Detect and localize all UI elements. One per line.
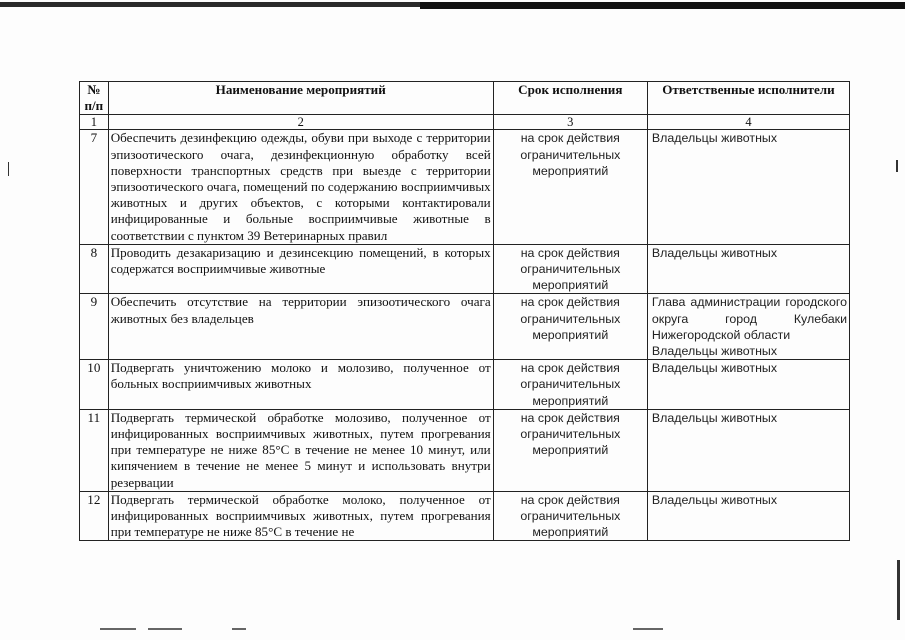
row-number: 11 [80, 409, 109, 491]
row-responsible: Владельцы животных [647, 360, 849, 410]
row-number: 10 [80, 360, 109, 410]
measures-table [79, 81, 850, 541]
row-responsible: Владельцы животных [647, 491, 849, 541]
row-term: на срок действия ограничительных мероприятий [493, 409, 647, 491]
header-responsible: Ответственные исполнители [647, 82, 849, 115]
scan-mark [8, 162, 9, 176]
table-header-row [80, 82, 850, 115]
table-row [80, 409, 850, 491]
row-measure: Подвергать уничтожению молоко и молозиво, полученное от больных восприимчивых животных [108, 360, 493, 410]
row-responsible: Владельцы животных [647, 244, 849, 294]
row-number: 8 [80, 244, 109, 294]
scan-mark [896, 160, 898, 172]
row-responsible: Владельцы животных [647, 409, 849, 491]
responsible-administration: Глава администрации городского округа город Кулебаки Нижегородской области [651, 295, 847, 342]
header-term: Срок исполнения [493, 82, 647, 115]
row-term: на срок действия ограничительных мероприятий [493, 294, 647, 360]
table-row [80, 360, 850, 410]
index-cell: 2 [108, 115, 493, 130]
row-term: на срок действия ограничительных мероприятий [493, 491, 647, 541]
row-number: 12 [80, 491, 109, 541]
row-responsible: Владельцы животных [647, 130, 849, 244]
scan-noise [232, 628, 246, 630]
scan-mark [897, 560, 900, 620]
row-number: 7 [80, 130, 109, 244]
index-cell: 3 [493, 115, 647, 130]
header-measures: Наименование мероприятий [108, 82, 493, 115]
row-term: на срок действия ограничительных мероприятий [493, 244, 647, 294]
row-term: на срок действия ограничительных мероприятий [493, 360, 647, 410]
scan-noise [148, 628, 182, 630]
table-row [80, 294, 850, 360]
index-cell: 4 [647, 115, 849, 130]
responsible-owners: Владельцы животных [651, 344, 778, 359]
scan-noise [100, 628, 136, 630]
table-row [80, 491, 850, 541]
row-measure: Подвергать термической обработке молоко, полученное от инфицированных восприимчивых животных, путем прогревания при температуре не ниже 85°С в течение не [108, 491, 493, 541]
row-measure: Обеспечить дезинфекцию одежды, обуви при выходе с территории эпизоотического очага, дезинфекционную обработку всей поверхности транспортных средств при выезде с территории эпизоотического очага, помещений по содержанию восприимчивых животных и других объектов, с которыми контактировали инфицированные и больные восприимчивые животные в соответствии с пунктом 39 Ветеринарных правил [108, 130, 493, 244]
table-row [80, 130, 850, 244]
scan-top-border [0, 0, 905, 9]
row-term: на срок действия ограничительных мероприятий [493, 130, 647, 244]
header-number: № п/п [80, 82, 109, 115]
row-number: 9 [80, 294, 109, 360]
scan-noise [633, 628, 663, 630]
row-measure: Подвергать термической обработке молозиво, полученное от инфицированных восприимчивых животных, путем прогревания при температуре не ниже 85°С в течение не менее 10 минут, или кипячением в течение не менее 5 минут и использовать внутри резервации [108, 409, 493, 491]
column-index-row [80, 115, 850, 130]
row-measure: Проводить дезакаризацию и дезинсекцию помещений, в которых содержатся восприимчивые животные [108, 244, 493, 294]
row-responsible [647, 294, 849, 360]
table-row [80, 244, 850, 294]
row-measure: Обеспечить отсутствие на территории эпизоотического очага животных без владельцев [108, 294, 493, 360]
index-cell: 1 [80, 115, 109, 130]
